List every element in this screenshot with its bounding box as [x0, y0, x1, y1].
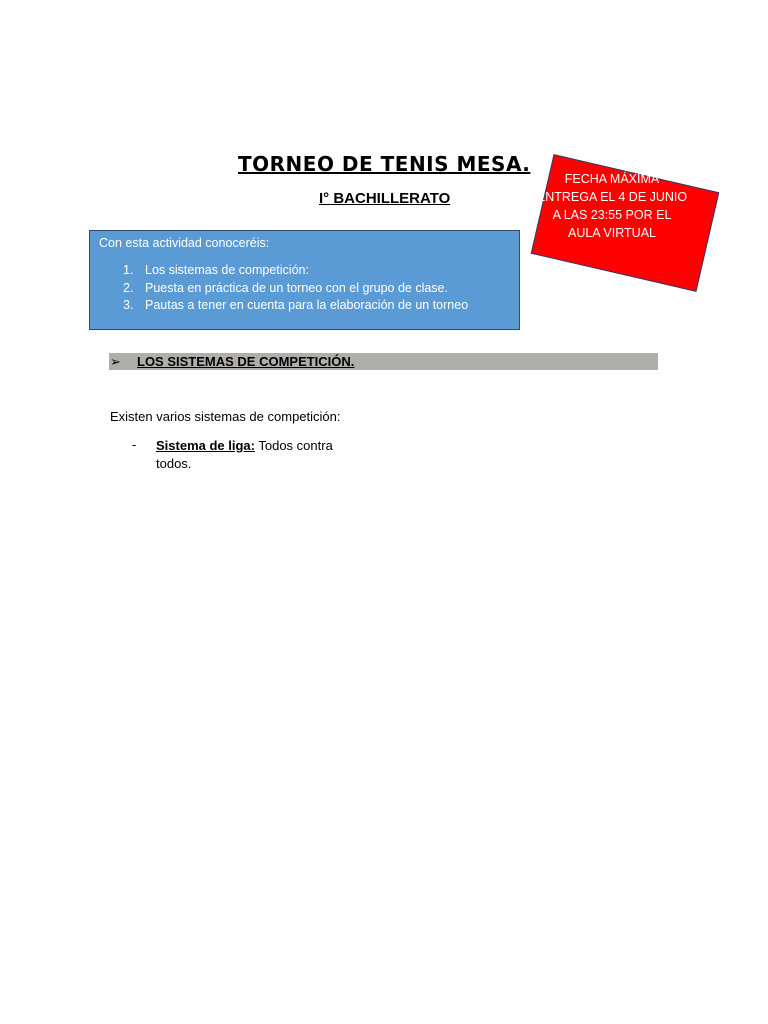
objectives-item-text: Puesta en práctica de un torneo con el grupo de clase. — [145, 280, 448, 295]
objectives-item-number: 3. — [123, 298, 134, 312]
objectives-item-text: Los sistemas de competición: — [145, 263, 309, 277]
objectives-item-number: 1. — [123, 263, 134, 277]
deadline-line-2: ENTREGA EL 4 DE JUNIO — [536, 190, 688, 204]
bullet-description: Todos contra todos. — [156, 438, 333, 471]
body-paragraph: Existen varios sistemas de competición: — [110, 409, 341, 424]
objectives-box — [89, 230, 520, 330]
objectives-item-text: Pautas a tener en cuenta para la elaboración de un torneo — [145, 298, 469, 312]
deadline-line-4: AULA VIRTUAL — [567, 226, 656, 240]
deadline-line-3: A LAS 23:55 POR EL — [552, 208, 672, 222]
objectives-item-number: 2. — [123, 280, 134, 295]
objectives-intro: Con esta actividad conoceréis: — [99, 236, 270, 250]
section-heading: LOS SISTEMAS DE COMPETICIÓN. — [137, 354, 355, 369]
page-title: TORNEO DE TENIS MESA. — [238, 152, 531, 176]
bullet-term: Sistema de liga: — [156, 438, 255, 453]
dash-bullet: - — [132, 437, 137, 452]
arrow-bullet-icon: ➢ — [110, 354, 121, 369]
deadline-note — [534, 170, 690, 242]
bullet-item — [156, 437, 341, 473]
page-subtitle: I° BACHILLERATO — [319, 190, 451, 207]
deadline-line-1: FECHA MÁXIMA — [564, 172, 660, 186]
